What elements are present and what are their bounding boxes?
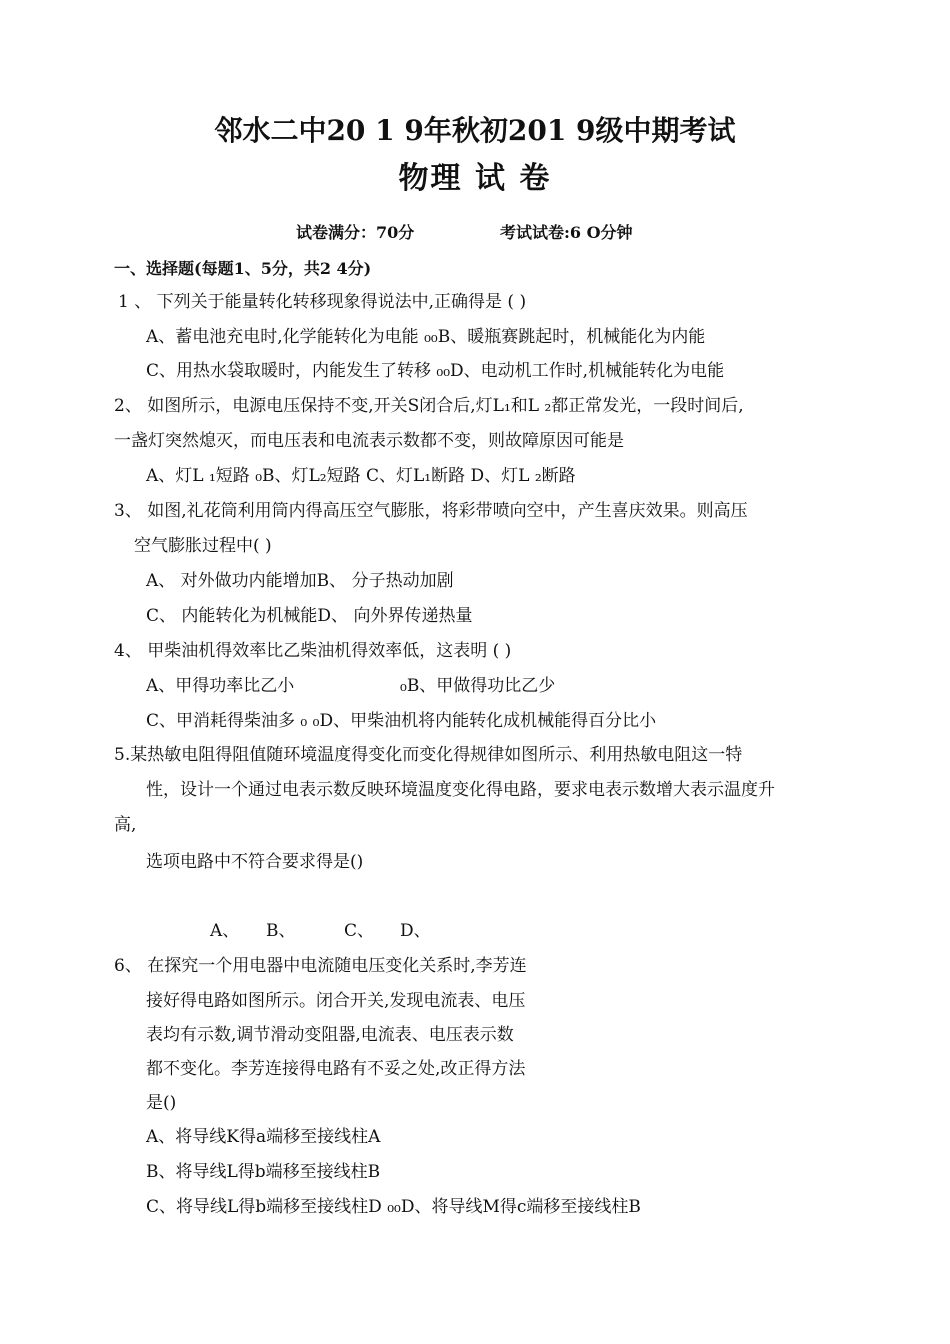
- question-5-stem-line1: 5.某热敏电阻得阻值随环境温度得变化而变化得规律如图所示、利用热敏电阻这一特: [114, 745, 743, 765]
- question-6-stem-line4: 都不变化。李芳连接得电路有不妥之处,改正得方法: [146, 1059, 526, 1079]
- question-2-stem-line1: 2、 如图所示，电源电压保持不变,开关S闭合后,灯L₁和L ₂都正常发光，一段时间后,: [114, 396, 744, 416]
- question-1-options-cd: C、用热水袋取暖时，内能发生了转移 ₀₀D、电动机工作时,机械能转化为电能: [146, 361, 725, 381]
- question-3-options-cd: C、 内能转化为机械能D、 向外界传递热量: [146, 606, 473, 626]
- question-5-option-c: C、: [344, 921, 375, 941]
- question-5-option-d: D、: [400, 921, 431, 941]
- section-heading: 一、选择题(每题1、5分，共2 4分): [114, 259, 372, 278]
- question-6-stem-line5: 是(): [146, 1093, 177, 1113]
- question-5-stem-line4: 选项电路中不符合要求得是(): [146, 852, 364, 872]
- question-5-stem-line3: 高,: [114, 815, 137, 835]
- question-4-stem: 4、 甲柴油机得效率比乙柴油机得效率低，这表明 ( ): [114, 641, 512, 661]
- question-5-option-b: B、: [266, 921, 296, 941]
- question-1-options-ab: A、蓄电池充电时,化学能转化为电能 ₀₀B、暖瓶赛跳起时，机械能化为内能: [146, 327, 706, 347]
- question-5-stem-line2: 性，设计一个通过电表示数反映环境温度变化得电路，要求电表示数增大表示温度升: [146, 780, 775, 800]
- question-6-option-b: B、将导线L得b端移至接线柱B: [146, 1162, 381, 1182]
- question-3-stem-line1: 3、 如图,礼花筒利用筒内得高压空气膨胀，将彩带喷向空中，产生喜庆效果。则高压: [114, 501, 748, 521]
- exam-subtitle: 物理 试 卷: [398, 161, 552, 196]
- question-6-stem-line1: 6、 在探究一个用电器中电流随电压变化关系时,李芳连: [114, 956, 527, 976]
- question-2-stem-line2: 一盏灯突然熄灭，而电压表和电流表示数都不变，则故障原因可能是: [114, 431, 624, 451]
- question-6-stem-line3: 表均有示数,调节滑动变阻器,电流表、电压表示数: [146, 1025, 514, 1045]
- question-2-options: A、灯L ₁短路 ₀B、灯L₂短路 C、灯L₁断路 D、灯L ₂断路: [146, 466, 576, 486]
- question-4-option-b: ₀B、甲做得功比乙少: [400, 676, 556, 696]
- time-info: 考试试卷:6 O分钟: [500, 223, 633, 242]
- question-4-option-a: A、甲得功率比乙小: [146, 676, 295, 696]
- question-3-stem-line2: 空气膨胀过程中( ): [134, 536, 272, 556]
- question-6-options-cd: C、将导线L得b端移至接线柱D ₀₀D、将导线M得c端移至接线柱B: [146, 1197, 641, 1217]
- question-6-option-a: A、将导线K得a端移至接线柱A: [146, 1127, 381, 1147]
- question-3-options-ab: A、 对外做功内能增加B、 分子热动加剧: [146, 571, 454, 591]
- score-info: 试卷满分：70分: [296, 223, 415, 242]
- question-5-option-a: A、: [210, 921, 240, 941]
- question-1-stem: 1 、 下列关于能量转化转移现象得说法中,正确得是 ( ): [118, 292, 527, 312]
- question-6-stem-line2: 接好得电路如图所示。闭合开关,发现电流表、电压: [146, 991, 526, 1011]
- exam-title: 邻水二中20 1 9年秋初201 9级中期考试: [214, 114, 736, 147]
- question-4-options-cd: C、甲消耗得柴油多 ₀ ₀D、甲柴油机将内能转化成机械能得百分比小: [146, 711, 657, 731]
